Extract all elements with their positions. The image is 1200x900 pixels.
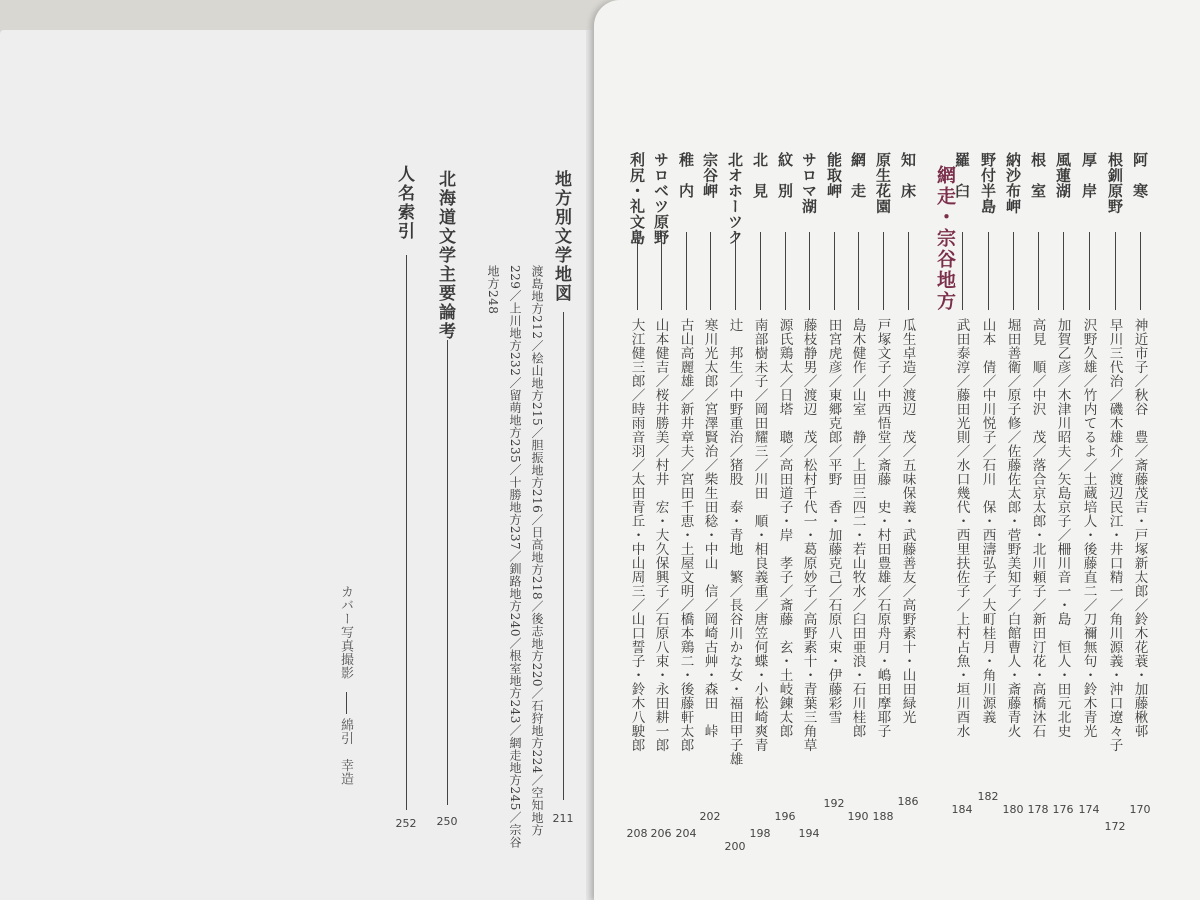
entry-leader-rule (1115, 232, 1116, 310)
toc-entry (675, 0, 697, 900)
entry-authors: 源氏鶏太／日塔 聰／高田道子・岸 孝子／斎藤 玄・土岐錬太郎 (776, 318, 793, 738)
toc-entry (847, 0, 869, 900)
entry-authors: 戸塚文子／中西悟堂／斎藤 史・村田豊雄／石原舟月・嶋田摩耶子 (874, 318, 891, 738)
toc-entry (749, 0, 771, 900)
entry-page-number: 182 (977, 790, 999, 803)
entry-leader-rule (1063, 232, 1064, 310)
entry-leader-rule (785, 232, 786, 310)
entry-page-number: 204 (675, 827, 697, 840)
entry-heading: 能取岬 (825, 152, 843, 199)
cover-credit-label: カバー写真撮影 (338, 585, 353, 680)
toc-entry (823, 0, 845, 900)
entry-authors: 大江健三郎／時雨音羽／太田青丘・中山周三／山口誓子・鈴木八駛郎 (628, 318, 645, 752)
credit-dash (346, 692, 347, 714)
entry-leader-rule (1013, 232, 1014, 310)
entry-heading: 根釧原野 (1106, 152, 1124, 214)
entry-authors: 瓜生卓造／渡辺 茂／五味保義・武藤善友／高野素十・山田緑光 (899, 318, 916, 724)
entry-page-number: 198 (749, 827, 771, 840)
entry-authors: 山本 倩／中川悦子／石川 保・西濤弘子／大町桂月・角川源義 (979, 318, 996, 724)
entry-page-number: 186 (897, 795, 919, 808)
entry-leader-rule (686, 232, 687, 310)
entry-authors: 古山高麗雄／新井章夫／宮田千恵・土屋文明／橋本鶏二・後藤軒太郎 (677, 318, 694, 752)
entry-authors: 早川三代治／磯木雄介／渡辺民江・井口精一／角川源義・沖口遼々子 (1106, 318, 1123, 752)
toc-entry (699, 0, 721, 900)
index-page-number: 252 (395, 817, 417, 830)
essays-title: 北海道文学主要論考 (435, 170, 455, 341)
entry-leader-rule (637, 232, 638, 310)
entry-authors: 藤枝静男／渡辺 茂／松村千代一・葛原妙子／高野素十・青葉三角草 (800, 318, 817, 752)
entry-leader-rule (710, 232, 711, 310)
entry-heading: 根 室 (1029, 152, 1047, 199)
entry-heading: 稚 内 (677, 152, 695, 199)
toc-entry (650, 0, 672, 900)
entry-authors: 加賀乙彦／木津川昭夫／矢島京子／柵川音一・島 恒人・田元北史 (1054, 318, 1071, 738)
entry-heading: 紋 別 (776, 152, 794, 199)
entry-authors: 堀田善衛／原子修／佐藤佐太郎・菅野美知子／白館曹人・斎藤青火 (1004, 318, 1021, 738)
toc-entry (626, 0, 648, 900)
toc-entry (1129, 0, 1151, 900)
entry-heading: 原生花園 (874, 152, 892, 214)
entry-page-number: 184 (951, 803, 973, 816)
entry-authors: 島木健作／山室 静／上田三四二・若山牧水／臼田亜浪・石川桂郎 (849, 318, 866, 738)
map-subitems-line-1: 渡島地方212／桧山地方215／胆振地方216／日高地方218／後志地方220／石狩地方224／空知地方 (530, 265, 544, 837)
entry-authors: 沢野久雄／竹内てるよ／土蔵培人・後藤直二／刀禰無句・鈴木青光 (1080, 318, 1097, 738)
toc-entry (977, 0, 999, 900)
toc-entry (774, 0, 796, 900)
entry-leader-rule (908, 232, 909, 310)
toc-entry (1104, 0, 1126, 900)
entry-leader-rule (809, 232, 810, 310)
toc-entry (1052, 0, 1074, 900)
entry-leader-rule (1038, 232, 1039, 310)
entry-page-number: 200 (724, 840, 746, 853)
entry-leader-rule (1140, 232, 1141, 310)
toc-entry (951, 0, 973, 900)
entry-page-number: 170 (1129, 803, 1151, 816)
entry-page-number: 202 (699, 810, 721, 823)
map-subitems-line-3: 地方248 (486, 265, 500, 315)
essays-leader-rule (447, 340, 448, 805)
toc-entry (1002, 0, 1024, 900)
entry-page-number: 176 (1052, 803, 1074, 816)
cover-credit-name: 綿引 幸造 (338, 718, 353, 786)
entry-leader-rule (962, 232, 963, 310)
entry-page-number: 180 (1002, 803, 1024, 816)
entry-heading: 厚 岸 (1080, 152, 1098, 199)
entry-heading: 網 走 (849, 152, 867, 199)
entry-page-number: 172 (1104, 820, 1126, 833)
entry-page-number: 190 (847, 810, 869, 823)
entry-heading: 羅 臼 (953, 152, 971, 199)
entry-heading: 北 見 (751, 152, 769, 199)
entry-leader-rule (760, 232, 761, 310)
entry-page-number: 208 (626, 827, 648, 840)
entry-authors: 武田泰淳／藤田光則／水口幾代・西里扶佐子／上村占魚・垣川酉水 (953, 318, 970, 738)
entry-leader-rule (858, 232, 859, 310)
entry-page-number: 178 (1027, 803, 1049, 816)
entry-authors: 神近市子／秋谷 豊／斎藤茂吉・戸塚新太郎／鈴木花蓑・加藤楸邨 (1131, 318, 1148, 738)
entry-heading: サロマ湖 (800, 152, 818, 214)
toc-entry (1078, 0, 1100, 900)
entry-page-number: 196 (774, 810, 796, 823)
entry-leader-rule (1089, 232, 1090, 310)
entry-page-number: 188 (872, 810, 894, 823)
entry-authors: 山本健吉／桜井勝美／村井 宏・大久保興子／石原八束・永田耕一郎 (652, 318, 669, 752)
entry-authors: 高見 順／中沢 茂／落合京太郎・北川頼子／新田汀花・高橋沐石 (1029, 318, 1046, 738)
entry-heading: 利尻・礼文島 (628, 152, 646, 245)
map-leader-rule (563, 312, 564, 800)
entry-page-number: 192 (823, 797, 845, 810)
entry-page-number: 174 (1078, 803, 1100, 816)
section-title: 網走・宗谷地方 (934, 165, 956, 312)
entry-heading: 宗谷岬 (701, 152, 719, 199)
entry-authors: 寒川光太郎／宮澤賢治／柴生田稔・中山 信／岡崎古艸・森田 峠 (701, 318, 718, 738)
toc-entry (897, 0, 919, 900)
map-page-number: 211 (552, 812, 574, 825)
entry-leader-rule (661, 232, 662, 310)
index-title: 人名索引 (394, 165, 414, 241)
entry-heading: 野付半島 (979, 152, 997, 214)
entry-leader-rule (883, 232, 884, 310)
map-subitems-line-2: 229／上川地方232／留萌地方235／十勝地方237／釧路地方240／根室地方243／網走地方245／宗谷 (508, 265, 522, 849)
entry-leader-rule (735, 232, 736, 310)
essays-page-number: 250 (436, 815, 458, 828)
entry-page-number: 206 (650, 827, 672, 840)
entry-heading: 阿 寒 (1131, 152, 1149, 199)
toc-entry (724, 0, 746, 900)
entry-heading: 知 床 (899, 152, 917, 199)
map-title: 地方別文学地図 (551, 170, 571, 303)
entry-heading: サロベツ原野 (652, 152, 670, 245)
toc-entry (872, 0, 894, 900)
toc-entry (798, 0, 820, 900)
entry-heading: 風蓮湖 (1054, 152, 1072, 199)
entry-authors: 辻 邦生／中野重治／猪股 泰・青地 繁／長谷川かな女・福田甲子雄 (726, 318, 743, 766)
index-leader-rule (406, 255, 407, 810)
toc-entry (1027, 0, 1049, 900)
entry-leader-rule (988, 232, 989, 310)
entry-page-number: 194 (798, 827, 820, 840)
entry-authors: 田宮虎彦／東郷克郎／平野 香・加藤克己／石原八束・伊藤彩雪 (825, 318, 842, 724)
entry-authors: 南部樹未子／岡田耀三／川田 順・相良義重／唐笠何蝶・小松崎爽青 (751, 318, 768, 752)
entry-leader-rule (834, 232, 835, 310)
entry-heading: 北オホーツク (726, 152, 744, 245)
entry-heading: 納沙布岬 (1004, 152, 1022, 214)
